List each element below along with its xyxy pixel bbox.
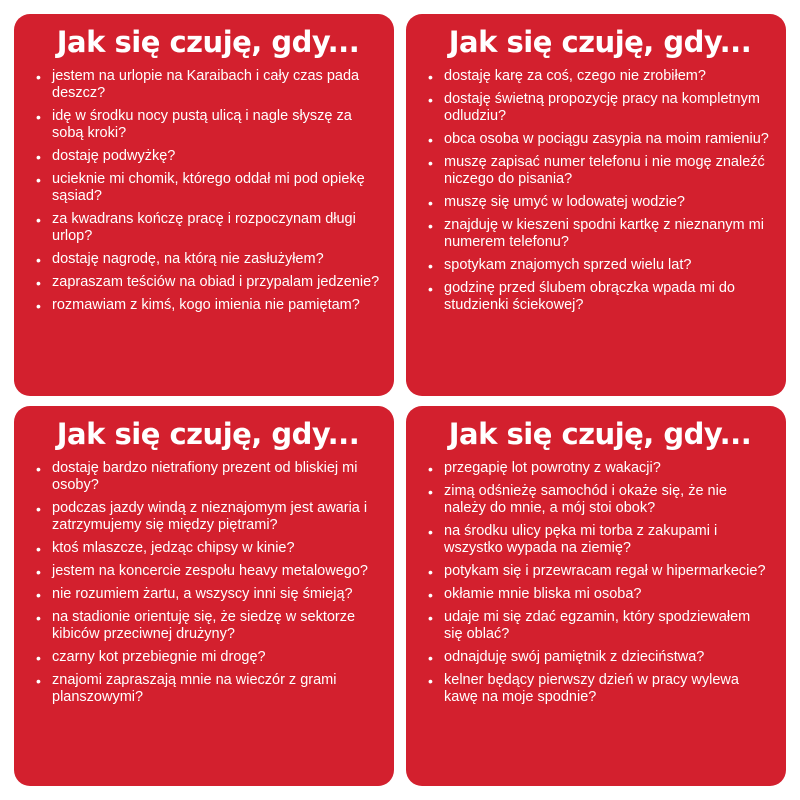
question-item — [428, 672, 772, 706]
question-item — [428, 194, 772, 211]
bullet-icon: • — [428, 587, 433, 603]
card-title: Jak się czuję, gdy... — [448, 417, 752, 451]
question-text: przegapię lot powrotny z wakacji? — [444, 460, 661, 476]
question-item — [36, 500, 380, 534]
question-text: dostaję bardzo nietrafiony prezent od bliskiej mi osoby? — [52, 460, 358, 493]
bullet-icon: • — [36, 172, 41, 188]
question-text: jestem na urlopie na Karaibach i cały czas pada deszcz? — [52, 68, 360, 101]
question-item — [36, 211, 380, 245]
bullet-icon: • — [428, 610, 433, 626]
question-text: dostaję karę za coś, czego nie zrobiłem? — [444, 68, 706, 84]
question-item — [428, 586, 772, 603]
question-item — [36, 68, 380, 102]
question-text: dostaję podwyżkę? — [52, 148, 176, 164]
bullet-icon: • — [428, 524, 433, 540]
question-item — [428, 483, 772, 517]
question-text: spotykam znajomych sprzed wielu lat? — [444, 257, 692, 273]
question-item — [36, 649, 380, 666]
question-item — [36, 609, 380, 643]
question-text: okłamie mnie bliska mi osoba? — [444, 586, 642, 602]
bullet-icon: • — [36, 109, 41, 125]
bullet-icon: • — [36, 461, 41, 477]
question-item — [428, 131, 772, 148]
question-item — [428, 460, 772, 477]
question-list — [36, 460, 380, 706]
question-item — [36, 148, 380, 165]
bullet-icon: • — [36, 212, 41, 228]
question-text: dostaję nagrodę, na którą nie zasłużyłem? — [52, 251, 324, 267]
question-item — [36, 586, 380, 603]
bullet-icon: • — [428, 155, 433, 171]
question-list — [36, 68, 380, 314]
bullet-icon: • — [428, 650, 433, 666]
question-text: rozmawiam z kimś, kogo imienia nie pamiętam? — [52, 297, 360, 313]
bullet-icon: • — [36, 275, 41, 291]
bullet-icon: • — [36, 587, 41, 603]
question-item — [36, 672, 380, 706]
question-card-4 — [406, 406, 786, 786]
question-text: nie rozumiem żartu, a wszyscy inni się śmieją? — [52, 586, 353, 602]
question-text: potykam się i przewracam regał w hipermarkecie? — [444, 563, 766, 579]
bullet-icon: • — [36, 149, 41, 165]
bullet-icon: • — [36, 541, 41, 557]
question-item — [428, 154, 772, 188]
card-title: Jak się czuję, gdy... — [448, 25, 752, 59]
question-item — [428, 91, 772, 125]
question-text: znajduję w kieszeni spodni kartkę z nieznanym mi numerem telefonu? — [444, 217, 764, 250]
question-item — [36, 460, 380, 494]
bullet-icon: • — [428, 258, 433, 274]
question-text: czarny kot przebiegnie mi drogę? — [52, 649, 266, 665]
bullet-icon: • — [36, 298, 41, 314]
question-text: zimą odśnieżę samochód i okaże się, że nie należy do mnie, a mój stoi obok? — [444, 483, 727, 516]
question-card-2 — [406, 14, 786, 396]
bullet-icon: • — [428, 195, 433, 211]
bullet-icon: • — [428, 92, 433, 108]
bullet-icon: • — [36, 564, 41, 580]
question-item — [428, 609, 772, 643]
question-text: zapraszam teściów na obiad i przypalam jedzenie? — [52, 274, 380, 290]
question-text: muszę się umyć w lodowatej wodzie? — [444, 194, 685, 210]
question-item — [36, 563, 380, 580]
question-text: obca osoba w pociągu zasypia na moim ramieniu? — [444, 131, 769, 147]
question-text: ucieknie mi chomik, którego oddał mi pod opiekę sąsiad? — [52, 171, 365, 204]
question-item — [428, 257, 772, 274]
bullet-icon: • — [36, 501, 41, 517]
bullet-icon: • — [428, 218, 433, 234]
question-item — [428, 280, 772, 314]
question-item — [36, 540, 380, 557]
question-text: na środku ulicy pęka mi torba z zakupami i wszystko wypada na ziemię? — [444, 523, 718, 556]
bullet-icon: • — [428, 132, 433, 148]
question-item — [36, 251, 380, 268]
bullet-icon: • — [36, 650, 41, 666]
question-text: muszę zapisać numer telefonu i nie mogę znaleźć niczego do pisania? — [444, 154, 765, 187]
question-text: ktoś mlaszcze, jedząc chipsy w kinie? — [52, 540, 295, 556]
question-item — [428, 217, 772, 251]
question-text: za kwadrans kończę pracę i rozpoczynam długi urlop? — [52, 211, 356, 244]
bullet-icon: • — [428, 461, 433, 477]
question-item — [428, 523, 772, 557]
bullet-icon: • — [428, 673, 433, 689]
bullet-icon: • — [36, 610, 41, 626]
question-text: jestem na koncercie zespołu heavy metalowego? — [52, 563, 368, 579]
question-item — [36, 274, 380, 291]
question-item — [428, 649, 772, 666]
bullet-icon: • — [36, 69, 41, 85]
question-text: dostaję świetną propozycję pracy na kompletnym odludziu? — [444, 91, 760, 124]
question-list — [428, 460, 772, 706]
question-text: udaje mi się zdać egzamin, który spodziewałem się oblać? — [444, 609, 751, 642]
question-text: godzinę przed ślubem obrączka wpada mi do studzienki ściekowej? — [444, 280, 735, 313]
question-item — [36, 297, 380, 314]
question-text: podczas jazdy windą z nieznajomym jest awaria i zatrzymujemy się między piętrami? — [52, 500, 368, 533]
question-text: znajomi zapraszają mnie na wieczór z grami planszowymi? — [52, 672, 337, 705]
question-item — [428, 68, 772, 85]
question-card-3 — [14, 406, 394, 786]
question-item — [36, 108, 380, 142]
question-text: odnajduję swój pamiętnik z dzieciństwa? — [444, 649, 705, 665]
question-item — [36, 171, 380, 205]
card-title: Jak się czuję, gdy... — [56, 25, 360, 59]
card-title: Jak się czuję, gdy... — [56, 417, 360, 451]
bullet-icon: • — [428, 69, 433, 85]
bullet-icon: • — [36, 252, 41, 268]
bullet-icon: • — [36, 673, 41, 689]
question-text: idę w środku nocy pustą ulicą i nagle słyszę za sobą kroki? — [52, 108, 352, 141]
question-card-1 — [14, 14, 394, 396]
bullet-icon: • — [428, 564, 433, 580]
question-item — [428, 563, 772, 580]
bullet-icon: • — [428, 484, 433, 500]
question-text: na stadionie orientuję się, że siedzę w sektorze kibiców przeciwnej drużyny? — [52, 609, 356, 642]
bullet-icon: • — [428, 281, 433, 297]
question-list — [428, 68, 772, 314]
question-text: kelner będący pierwszy dzień w pracy wylewa kawę na moje spodnie? — [444, 672, 739, 705]
